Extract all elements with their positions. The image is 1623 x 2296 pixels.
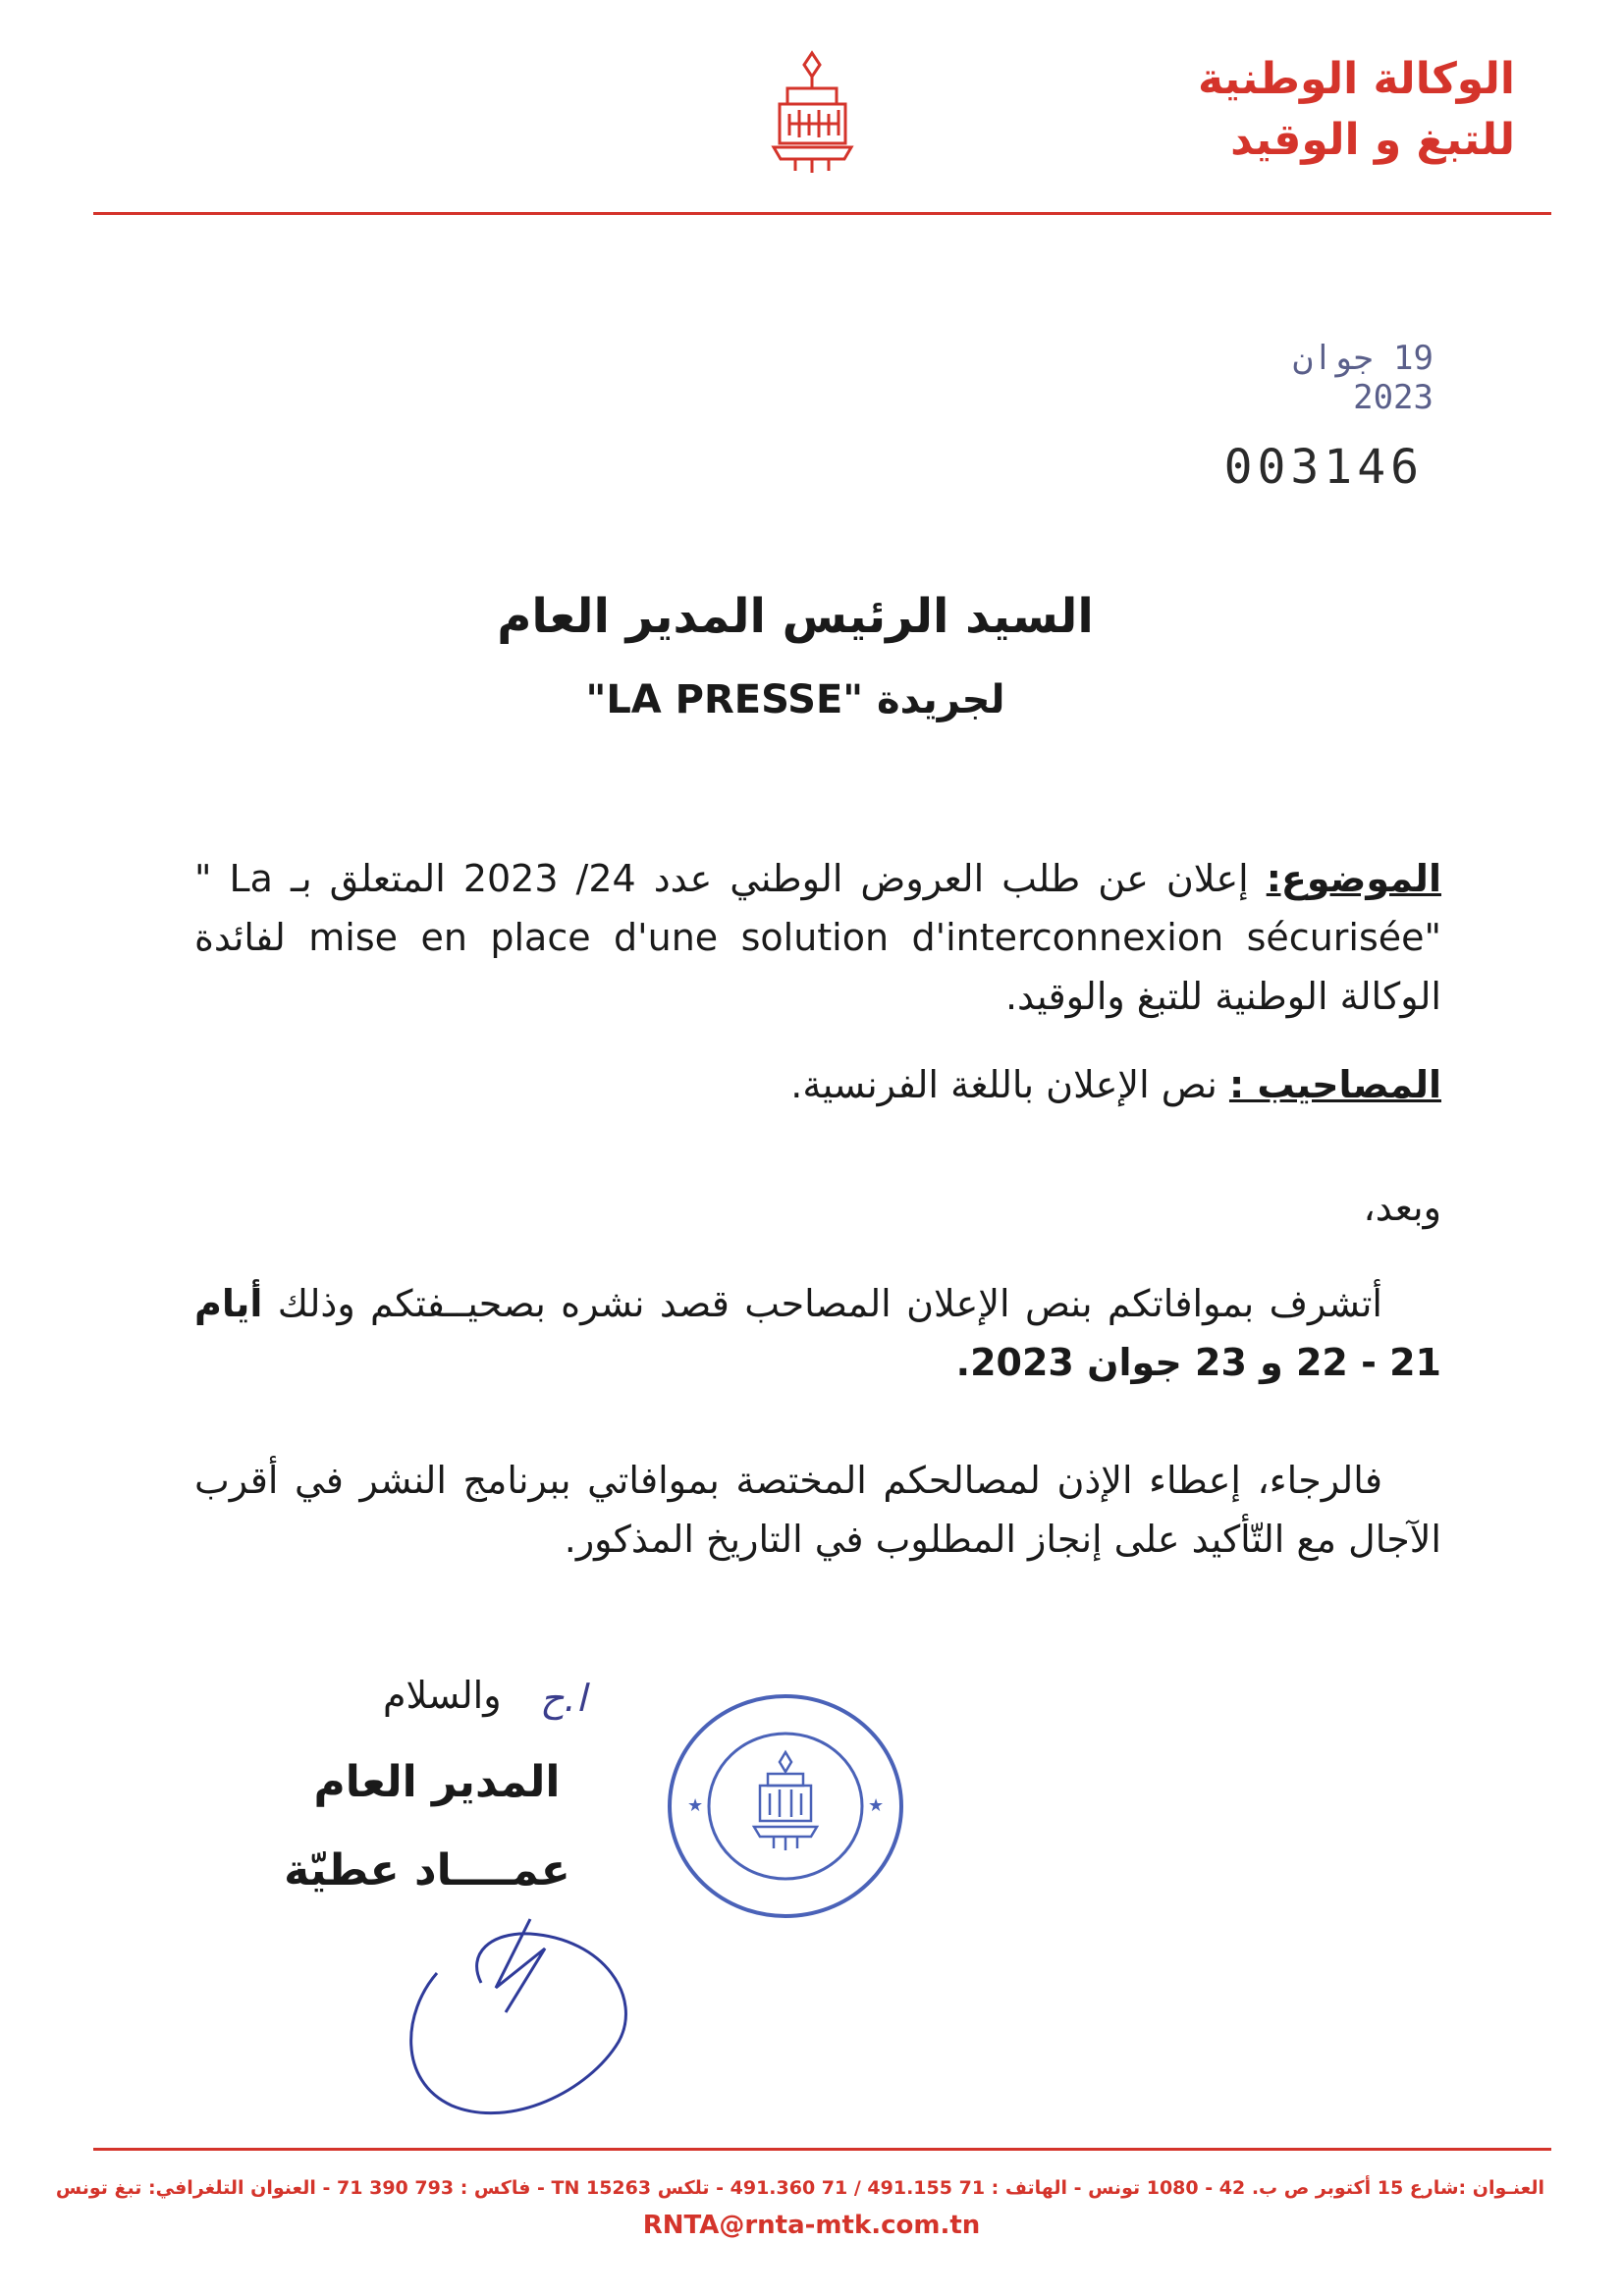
publication-dates: أيام 21 - 22 و 23 جوان 2023. [194, 1282, 1441, 1384]
footer-divider [93, 2148, 1551, 2151]
subject-text-ar-end: لفائدة الوكالة الوطنية للتبغ والوقيد. [194, 916, 1441, 1018]
svg-text:★: ★ [687, 1795, 704, 1816]
addressee-newspaper: لجريدة "LA PRESSE" [585, 677, 1005, 722]
handwritten-note: ا.ح [540, 1677, 587, 1720]
subject-block [194, 849, 1441, 1026]
footer-address: العنـوان :شارع 15 أكتوبر ص ب. 42 - 1080 تونس - الهاتف : 71 491.155 / 71 491.360 - تلكس TN 15263 - فاكس : 793 390 71 - العنوان التلغرافي: تبغ تونس [55, 2177, 1544, 2199]
opening-phrase: وبعد، [1363, 1186, 1441, 1229]
attachments-block [194, 1055, 1441, 1114]
reference-number: 003146 [1223, 440, 1424, 495]
attachments-text: نص الإعلان باللغة الفرنسية. [790, 1063, 1217, 1106]
subject-text-ar: إعلان عن طلب العروض الوطني عدد 24/ 2023 المتعلق بـ [290, 857, 1249, 900]
header-divider [93, 212, 1551, 215]
body-paragraph-1-text: أتشرف بموافاتكم بنص الإعلان المصاحب قصد نشره بصحيــفتكم وذلك [277, 1282, 1382, 1325]
letter-date: 19 جوان 2023 [1292, 339, 1434, 417]
subject-text-fr: " La mise en place d'une solution d'interconnexion sécurisée" [194, 857, 1441, 959]
footer-email[interactable]: RNTA@rnta-mtk.com.tn [642, 2211, 981, 2240]
official-stamp [658, 1683, 913, 1929]
addressee-title: السيد الرئيس المدير العام [497, 589, 1094, 644]
organization-name-line1: الوكالة الوطنية [1197, 54, 1515, 104]
body-paragraph-2: فالرجاء، إعطاء الإذن لمصالحكم المختصة بموافاتي ببرنامج النشر في أقرب الآجال مع التّأكيد على إنجاز المطلوب في التاريخ المذكور. [194, 1459, 1441, 1561]
signatory-title: المدير العام [313, 1757, 561, 1807]
organization-name-line2: للتبغ و الوقيد [1230, 115, 1515, 165]
signatory-name: عمــــاد عطيّة [284, 1845, 570, 1896]
organization-logo [766, 49, 859, 177]
handwritten-signature [383, 1895, 677, 2130]
subject-label: الموضوع: [1266, 857, 1441, 900]
closing-salutation: والسلام [383, 1674, 502, 1717]
attachments-label: المصاحيب : [1228, 1063, 1441, 1106]
svg-text:★: ★ [868, 1795, 885, 1816]
body-paragraph-1 [194, 1274, 1441, 1392]
